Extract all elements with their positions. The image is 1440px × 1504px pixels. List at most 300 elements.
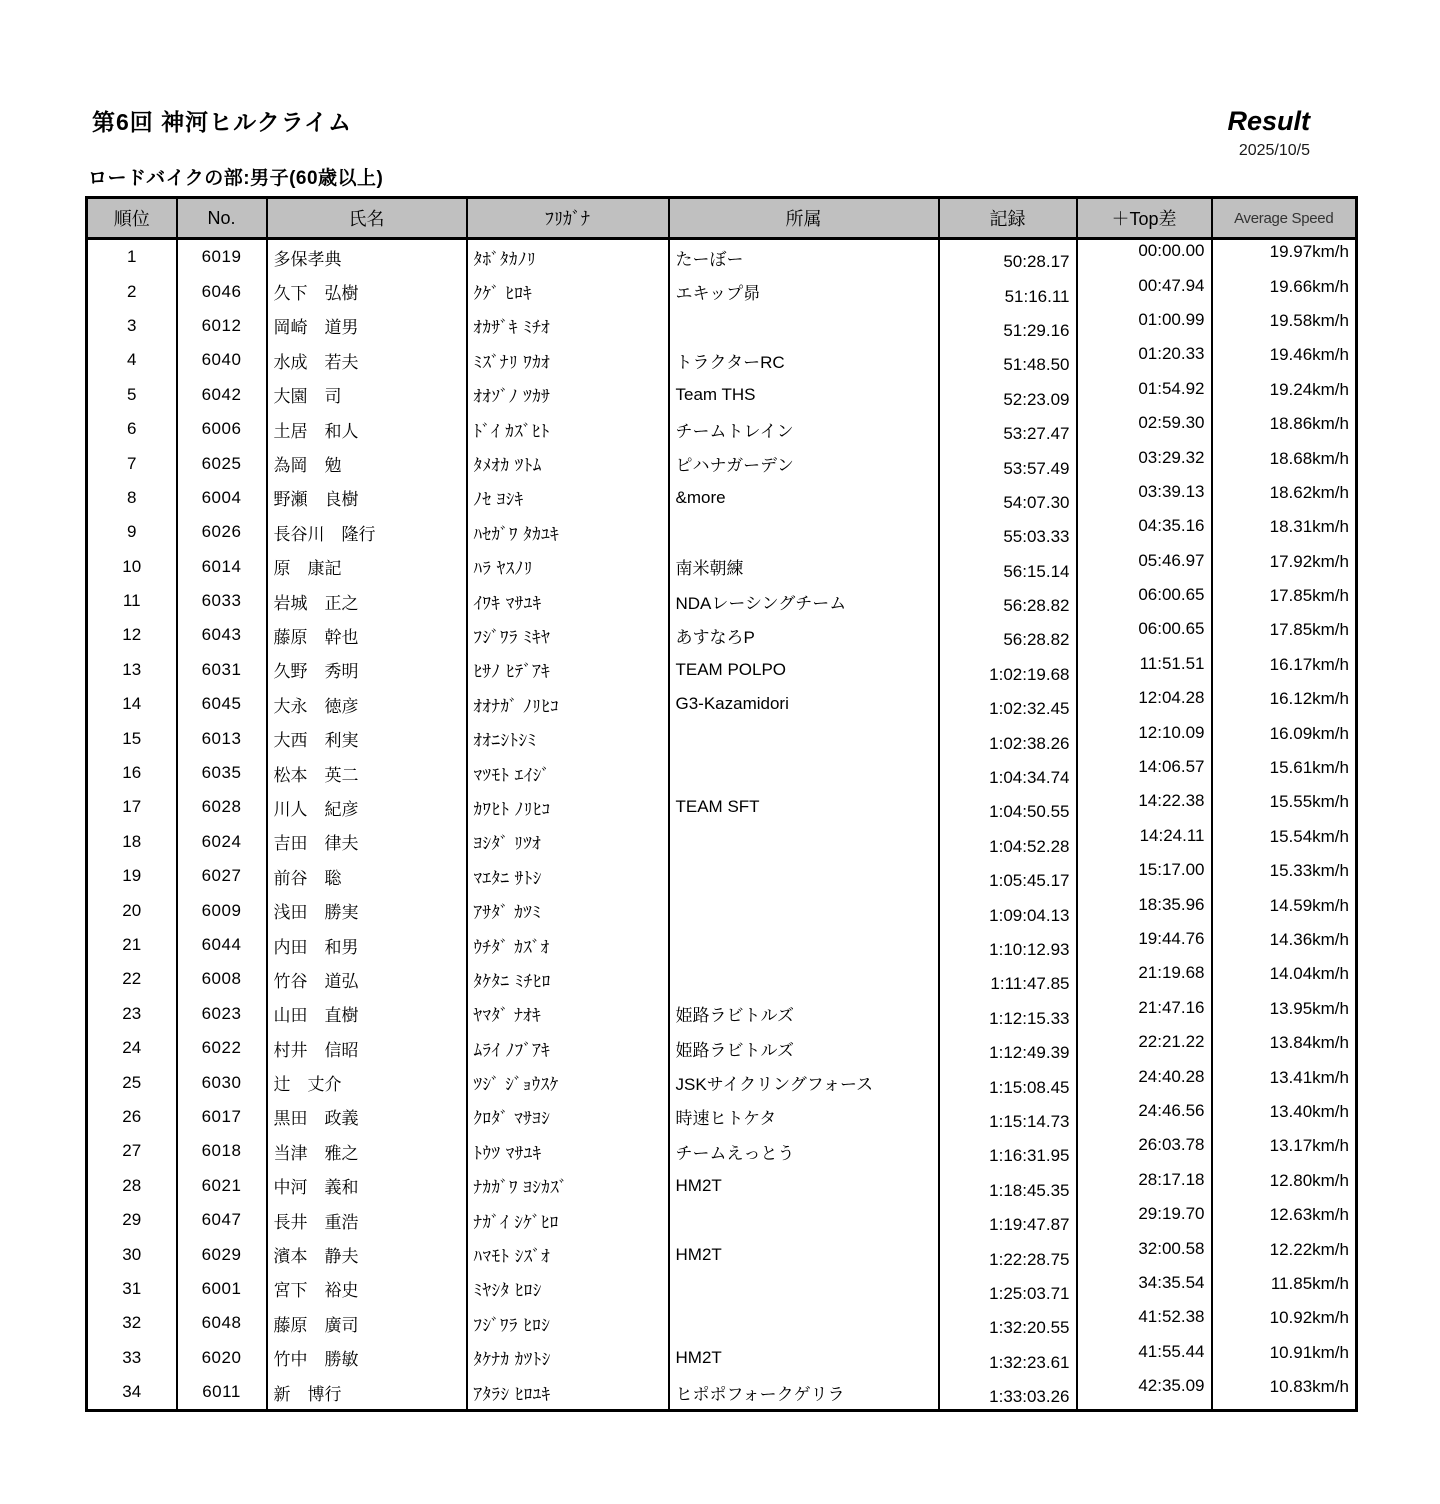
bib-cell: 6043	[177, 618, 267, 652]
time-cell: 1:16:31.95	[939, 1134, 1077, 1168]
time-cell: 1:15:14.73	[939, 1100, 1077, 1134]
name-cell: 吉田 律夫	[267, 825, 467, 859]
table-row	[87, 859, 1357, 893]
bib-cell: 6031	[177, 653, 267, 687]
name-cell: 藤原 廣司	[267, 1306, 467, 1340]
speed-cell: 10.83km/h	[1212, 1375, 1357, 1411]
speed-cell: 17.85km/h	[1212, 584, 1357, 618]
team-cell	[669, 515, 939, 549]
team-cell: ピハナガーデン	[669, 446, 939, 480]
table-row	[87, 515, 1357, 549]
bib-cell: 6028	[177, 790, 267, 824]
rank-cell: 20	[87, 893, 177, 927]
gap-cell: 29:19.70	[1077, 1203, 1212, 1237]
team-cell	[669, 1203, 939, 1237]
speed-cell: 11.85km/h	[1212, 1272, 1357, 1306]
name-cell: 野瀬 良樹	[267, 481, 467, 515]
furigana-cell: ﾅｶﾞｲ ｼｹﾞﾋﾛ	[467, 1203, 669, 1237]
bib-cell: 6029	[177, 1237, 267, 1271]
rank-cell: 33	[87, 1341, 177, 1375]
gap-cell: 41:52.38	[1077, 1306, 1212, 1340]
team-cell: TEAM POLPO	[669, 653, 939, 687]
name-cell: 長井 重浩	[267, 1203, 467, 1237]
name-cell: 中河 義和	[267, 1169, 467, 1203]
speed-cell: 15.33km/h	[1212, 859, 1357, 893]
speed-cell: 19.46km/h	[1212, 343, 1357, 377]
gap-cell: 14:06.57	[1077, 756, 1212, 790]
speed-cell: 18.62km/h	[1212, 481, 1357, 515]
team-cell	[669, 309, 939, 343]
bib-cell: 6020	[177, 1341, 267, 1375]
rank-cell: 11	[87, 584, 177, 618]
speed-cell: 13.95km/h	[1212, 997, 1357, 1031]
rank-cell: 21	[87, 928, 177, 962]
table-row	[87, 618, 1357, 652]
time-cell: 1:05:45.17	[939, 859, 1077, 893]
rank-cell: 15	[87, 721, 177, 755]
team-cell	[669, 1306, 939, 1340]
name-cell: 竹谷 道弘	[267, 962, 467, 996]
bib-cell: 6030	[177, 1065, 267, 1099]
speed-cell: 15.54km/h	[1212, 825, 1357, 859]
time-cell: 1:18:45.35	[939, 1169, 1077, 1203]
speed-cell: 16.09km/h	[1212, 721, 1357, 755]
time-cell: 56:28.82	[939, 584, 1077, 618]
gap-cell: 05:46.97	[1077, 550, 1212, 584]
speed-cell: 13.41km/h	[1212, 1065, 1357, 1099]
rank-cell: 5	[87, 378, 177, 412]
bib-cell: 6022	[177, 1031, 267, 1065]
table-row	[87, 378, 1357, 412]
table-row	[87, 1169, 1357, 1203]
table-row	[87, 687, 1357, 721]
bib-cell: 6012	[177, 309, 267, 343]
time-cell: 1:11:47.85	[939, 962, 1077, 996]
table-row	[87, 825, 1357, 859]
gap-cell: 06:00.65	[1077, 618, 1212, 652]
gap-cell: 00:47.94	[1077, 274, 1212, 308]
time-cell: 56:15.14	[939, 550, 1077, 584]
time-cell: 1:02:19.68	[939, 653, 1077, 687]
speed-cell: 13.84km/h	[1212, 1031, 1357, 1065]
table-row	[87, 1134, 1357, 1168]
team-cell	[669, 1272, 939, 1306]
header-gap: ＋Top差	[1077, 198, 1212, 239]
rank-cell: 6	[87, 412, 177, 446]
table-row	[87, 309, 1357, 343]
speed-cell: 10.91km/h	[1212, 1341, 1357, 1375]
table-row	[87, 274, 1357, 308]
furigana-cell: ﾅｶｶﾞﾜ ﾖｼｶｽﾞ	[467, 1169, 669, 1203]
team-cell: G3-Kazamidori	[669, 687, 939, 721]
gap-cell: 06:00.65	[1077, 584, 1212, 618]
name-cell: 辻 丈介	[267, 1065, 467, 1099]
speed-cell: 19.97km/h	[1212, 239, 1357, 275]
bib-cell: 6018	[177, 1134, 267, 1168]
team-cell: あすなろP	[669, 618, 939, 652]
furigana-cell: ｵｶｻﾞｷ ﾐﾁｵ	[467, 309, 669, 343]
team-cell	[669, 859, 939, 893]
team-cell: JSKサイクリングフォース	[669, 1065, 939, 1099]
rank-cell: 24	[87, 1031, 177, 1065]
name-cell: 土居 和人	[267, 412, 467, 446]
team-cell: 姫路ラビトルズ	[669, 1031, 939, 1065]
furigana-cell: ﾀｹﾀﾆ ﾐﾁﾋﾛ	[467, 962, 669, 996]
time-cell: 51:16.11	[939, 274, 1077, 308]
gap-cell: 24:40.28	[1077, 1065, 1212, 1099]
team-cell: たーぼー	[669, 239, 939, 275]
rank-cell: 18	[87, 825, 177, 859]
table-row	[87, 1237, 1357, 1271]
name-cell: 為岡 勉	[267, 446, 467, 480]
rank-cell: 17	[87, 790, 177, 824]
furigana-cell: ﾀﾎﾞﾀｶﾉﾘ	[467, 239, 669, 275]
rank-cell: 22	[87, 962, 177, 996]
bib-cell: 6009	[177, 893, 267, 927]
gap-cell: 11:51.51	[1077, 653, 1212, 687]
speed-cell: 17.92km/h	[1212, 550, 1357, 584]
team-cell: &more	[669, 481, 939, 515]
table-row	[87, 1203, 1357, 1237]
time-cell: 1:09:04.13	[939, 893, 1077, 927]
category-title: ロードバイクの部:男子(60歳以上)	[88, 168, 384, 189]
furigana-cell: ﾖｼﾀﾞ ﾘﾂｵ	[467, 825, 669, 859]
table-row	[87, 412, 1357, 446]
team-cell	[669, 893, 939, 927]
time-cell: 51:29.16	[939, 309, 1077, 343]
name-cell: 久下 弘樹	[267, 274, 467, 308]
time-cell: 1:15:08.45	[939, 1065, 1077, 1099]
gap-cell: 41:55.44	[1077, 1341, 1212, 1375]
bib-cell: 6023	[177, 997, 267, 1031]
rank-cell: 7	[87, 446, 177, 480]
speed-cell: 17.85km/h	[1212, 618, 1357, 652]
bib-cell: 6042	[177, 378, 267, 412]
name-cell: 松本 英二	[267, 756, 467, 790]
gap-cell: 04:35.16	[1077, 515, 1212, 549]
gap-cell: 14:22.38	[1077, 790, 1212, 824]
team-cell: Team THS	[669, 378, 939, 412]
rank-cell: 3	[87, 309, 177, 343]
furigana-cell: ﾑﾗｲ ﾉﾌﾞｱｷ	[467, 1031, 669, 1065]
table-header-row	[87, 198, 1357, 239]
time-cell: 1:25:03.71	[939, 1272, 1077, 1306]
team-cell	[669, 825, 939, 859]
rank-cell: 19	[87, 859, 177, 893]
table-row	[87, 446, 1357, 480]
bib-cell: 6021	[177, 1169, 267, 1203]
furigana-cell: ｸｹﾞ ﾋﾛｷ	[467, 274, 669, 308]
time-cell: 1:32:20.55	[939, 1306, 1077, 1340]
speed-cell: 18.86km/h	[1212, 412, 1357, 446]
result-label: Result	[1227, 106, 1310, 136]
header-team: 所属	[669, 198, 939, 239]
furigana-cell: ﾄｳﾂ ﾏｻﾕｷ	[467, 1134, 669, 1168]
team-cell: トラクターRC	[669, 343, 939, 377]
speed-cell: 12.22km/h	[1212, 1237, 1357, 1271]
speed-cell: 19.58km/h	[1212, 309, 1357, 343]
furigana-cell: ｳﾁﾀﾞ ｶｽﾞｵ	[467, 928, 669, 962]
rank-cell: 12	[87, 618, 177, 652]
bib-cell: 6004	[177, 481, 267, 515]
table-row	[87, 1065, 1357, 1099]
name-cell: 竹中 勝敏	[267, 1341, 467, 1375]
gap-cell: 01:20.33	[1077, 343, 1212, 377]
furigana-cell: ｵｵﾅｶﾞ ﾉﾘﾋｺ	[467, 687, 669, 721]
table-row	[87, 239, 1357, 275]
time-cell: 50:28.17	[939, 239, 1077, 275]
table-row	[87, 756, 1357, 790]
time-cell: 53:57.49	[939, 446, 1077, 480]
speed-cell: 15.61km/h	[1212, 756, 1357, 790]
furigana-cell: ｵｵｿﾞﾉ ﾂｶｻ	[467, 378, 669, 412]
name-cell: 濱本 静夫	[267, 1237, 467, 1271]
speed-cell: 10.92km/h	[1212, 1306, 1357, 1340]
name-cell: 内田 和男	[267, 928, 467, 962]
rank-cell: 1	[87, 239, 177, 275]
gap-cell: 28:17.18	[1077, 1169, 1212, 1203]
rank-cell: 14	[87, 687, 177, 721]
rank-cell: 9	[87, 515, 177, 549]
header-furigana: ﾌﾘｶﾞﾅ	[467, 198, 669, 239]
bib-cell: 6047	[177, 1203, 267, 1237]
speed-cell: 12.63km/h	[1212, 1203, 1357, 1237]
gap-cell: 14:24.11	[1077, 825, 1212, 859]
name-cell: 新 博行	[267, 1375, 467, 1411]
furigana-cell: ﾌｼﾞﾜﾗ ﾐｷﾔ	[467, 618, 669, 652]
furigana-cell: ﾉｾ ﾖｼｷ	[467, 481, 669, 515]
header-name: 氏名	[267, 198, 467, 239]
table-row	[87, 1100, 1357, 1134]
rank-cell: 13	[87, 653, 177, 687]
rank-cell: 34	[87, 1375, 177, 1411]
bib-cell: 6019	[177, 239, 267, 275]
rank-cell: 30	[87, 1237, 177, 1271]
speed-cell: 13.17km/h	[1212, 1134, 1357, 1168]
table-row	[87, 653, 1357, 687]
furigana-cell: ﾋｻﾉ ﾋﾃﾞｱｷ	[467, 653, 669, 687]
gap-cell: 26:03.78	[1077, 1134, 1212, 1168]
name-cell: 大西 利実	[267, 721, 467, 755]
team-cell: ヒポポフォークゲリラ	[669, 1375, 939, 1411]
furigana-cell: ﾂｼﾞ ｼﾞｮｳｽｹ	[467, 1065, 669, 1099]
gap-cell: 02:59.30	[1077, 412, 1212, 446]
furigana-cell: ﾊﾗ ﾔｽﾉﾘ	[467, 550, 669, 584]
time-cell: 1:33:03.26	[939, 1375, 1077, 1411]
name-cell: 川人 紀彦	[267, 790, 467, 824]
speed-cell: 12.80km/h	[1212, 1169, 1357, 1203]
furigana-cell: ﾊｾｶﾞﾜ ﾀｶﾕｷ	[467, 515, 669, 549]
name-cell: 村井 信昭	[267, 1031, 467, 1065]
furigana-cell: ｵｵﾆｼﾄｼﾐ	[467, 721, 669, 755]
time-cell: 1:02:32.45	[939, 687, 1077, 721]
table-row	[87, 1341, 1357, 1375]
time-cell: 1:02:38.26	[939, 721, 1077, 755]
furigana-cell: ﾊﾏﾓﾄ ｼｽﾞｵ	[467, 1237, 669, 1271]
time-cell: 1:19:47.87	[939, 1203, 1077, 1237]
name-cell: 黒田 政義	[267, 1100, 467, 1134]
name-cell: 水成 若夫	[267, 343, 467, 377]
rank-cell: 29	[87, 1203, 177, 1237]
bib-cell: 6001	[177, 1272, 267, 1306]
team-cell: TEAM SFT	[669, 790, 939, 824]
furigana-cell: ｱｻﾀﾞ ｶﾂﾐ	[467, 893, 669, 927]
time-cell: 1:10:12.93	[939, 928, 1077, 962]
table-row	[87, 893, 1357, 927]
bib-cell: 6035	[177, 756, 267, 790]
page-title: 第6回 神河ヒルクライム	[92, 109, 353, 135]
speed-cell: 18.31km/h	[1212, 515, 1357, 549]
time-cell: 1:04:50.55	[939, 790, 1077, 824]
time-cell: 1:22:28.75	[939, 1237, 1077, 1271]
team-cell	[669, 928, 939, 962]
gap-cell: 19:44.76	[1077, 928, 1212, 962]
name-cell: 多保孝典	[267, 239, 467, 275]
time-cell: 52:23.09	[939, 378, 1077, 412]
gap-cell: 21:47.16	[1077, 997, 1212, 1031]
team-cell	[669, 962, 939, 996]
furigana-cell: ﾏﾂﾓﾄ ｴｲｼﾞ	[467, 756, 669, 790]
team-cell: 南米朝練	[669, 550, 939, 584]
table-row	[87, 1306, 1357, 1340]
bib-cell: 6008	[177, 962, 267, 996]
result-date: 2025/10/5	[1238, 142, 1310, 159]
rank-cell: 31	[87, 1272, 177, 1306]
speed-cell: 15.55km/h	[1212, 790, 1357, 824]
name-cell: 長谷川 隆行	[267, 515, 467, 549]
team-cell	[669, 756, 939, 790]
name-cell: 大園 司	[267, 378, 467, 412]
furigana-cell: ﾌｼﾞﾜﾗ ﾋﾛｼ	[467, 1306, 669, 1340]
gap-cell: 21:19.68	[1077, 962, 1212, 996]
furigana-cell: ﾏｴﾀﾆ ｻﾄｼ	[467, 859, 669, 893]
team-cell	[669, 721, 939, 755]
bib-cell: 6048	[177, 1306, 267, 1340]
gap-cell: 03:39.13	[1077, 481, 1212, 515]
time-cell: 55:03.33	[939, 515, 1077, 549]
speed-cell: 19.24km/h	[1212, 378, 1357, 412]
furigana-cell: ｲﾜｷ ﾏｻﾕｷ	[467, 584, 669, 618]
table-row	[87, 1375, 1357, 1411]
team-cell: 姫路ラビトルズ	[669, 997, 939, 1031]
bib-cell: 6045	[177, 687, 267, 721]
bib-cell: 6027	[177, 859, 267, 893]
table-row	[87, 1272, 1357, 1306]
bib-cell: 6026	[177, 515, 267, 549]
bib-cell: 6044	[177, 928, 267, 962]
name-cell: 山田 直樹	[267, 997, 467, 1031]
time-cell: 1:32:23.61	[939, 1341, 1077, 1375]
time-cell: 1:12:49.39	[939, 1031, 1077, 1065]
rank-cell: 23	[87, 997, 177, 1031]
rank-cell: 25	[87, 1065, 177, 1099]
furigana-cell: ﾔﾏﾀﾞ ﾅｵｷ	[467, 997, 669, 1031]
rank-cell: 4	[87, 343, 177, 377]
table-row	[87, 790, 1357, 824]
gap-cell: 34:35.54	[1077, 1272, 1212, 1306]
speed-cell: 14.36km/h	[1212, 928, 1357, 962]
name-cell: 当津 雅之	[267, 1134, 467, 1168]
furigana-cell: ﾐﾔｼﾀ ﾋﾛｼ	[467, 1272, 669, 1306]
table-row	[87, 550, 1357, 584]
gap-cell: 01:54.92	[1077, 378, 1212, 412]
bib-cell: 6033	[177, 584, 267, 618]
furigana-cell: ﾐｽﾞﾅﾘ ﾜｶｵ	[467, 343, 669, 377]
rank-cell: 10	[87, 550, 177, 584]
table-row	[87, 343, 1357, 377]
rank-cell: 2	[87, 274, 177, 308]
time-cell: 53:27.47	[939, 412, 1077, 446]
rank-cell: 27	[87, 1134, 177, 1168]
team-cell: HM2T	[669, 1341, 939, 1375]
name-cell: 岩城 正之	[267, 584, 467, 618]
bib-cell: 6006	[177, 412, 267, 446]
gap-cell: 24:46.56	[1077, 1100, 1212, 1134]
team-cell: 時速ヒトケタ	[669, 1100, 939, 1134]
rank-cell: 26	[87, 1100, 177, 1134]
bib-cell: 6025	[177, 446, 267, 480]
name-cell: 大永 徳彦	[267, 687, 467, 721]
team-cell: NDAレーシングチーム	[669, 584, 939, 618]
gap-cell: 32:00.58	[1077, 1237, 1212, 1271]
furigana-cell: ﾄﾞｲ ｶｽﾞﾋﾄ	[467, 412, 669, 446]
team-cell: HM2T	[669, 1237, 939, 1271]
table-row	[87, 1031, 1357, 1065]
gap-cell: 15:17.00	[1077, 859, 1212, 893]
name-cell: 原 康記	[267, 550, 467, 584]
rank-cell: 8	[87, 481, 177, 515]
team-cell: チームえっとう	[669, 1134, 939, 1168]
name-cell: 岡崎 道男	[267, 309, 467, 343]
speed-cell: 14.04km/h	[1212, 962, 1357, 996]
bib-cell: 6040	[177, 343, 267, 377]
results-table	[85, 196, 1358, 1412]
time-cell: 56:28.82	[939, 618, 1077, 652]
furigana-cell: ｸﾛﾀﾞ ﾏｻﾖｼ	[467, 1100, 669, 1134]
table-row	[87, 928, 1357, 962]
time-cell: 1:12:15.33	[939, 997, 1077, 1031]
speed-cell: 16.17km/h	[1212, 653, 1357, 687]
furigana-cell: ｱﾀﾗｼ ﾋﾛﾕｷ	[467, 1375, 669, 1411]
gap-cell: 42:35.09	[1077, 1375, 1212, 1411]
bib-cell: 6013	[177, 721, 267, 755]
header-bib: No.	[177, 198, 267, 239]
table-row	[87, 584, 1357, 618]
name-cell: 久野 秀明	[267, 653, 467, 687]
name-cell: 前谷 聡	[267, 859, 467, 893]
table-row	[87, 481, 1357, 515]
header-rank: 順位	[87, 198, 177, 239]
furigana-cell: ﾀﾒｵｶ ﾂﾄﾑ	[467, 446, 669, 480]
gap-cell: 12:10.09	[1077, 721, 1212, 755]
speed-cell: 14.59km/h	[1212, 893, 1357, 927]
table-body	[87, 239, 1357, 1411]
furigana-cell: ｶﾜﾋﾄ ﾉﾘﾋｺ	[467, 790, 669, 824]
name-cell: 藤原 幹也	[267, 618, 467, 652]
time-cell: 1:04:52.28	[939, 825, 1077, 859]
table-row	[87, 721, 1357, 755]
bib-cell: 6014	[177, 550, 267, 584]
header-average-speed: Average Speed	[1212, 198, 1357, 239]
rank-cell: 28	[87, 1169, 177, 1203]
bib-cell: 6046	[177, 274, 267, 308]
table-row	[87, 997, 1357, 1031]
name-cell: 浅田 勝実	[267, 893, 467, 927]
gap-cell: 00:00.00	[1077, 239, 1212, 275]
gap-cell: 22:21.22	[1077, 1031, 1212, 1065]
speed-cell: 13.40km/h	[1212, 1100, 1357, 1134]
name-cell: 宮下 裕史	[267, 1272, 467, 1306]
